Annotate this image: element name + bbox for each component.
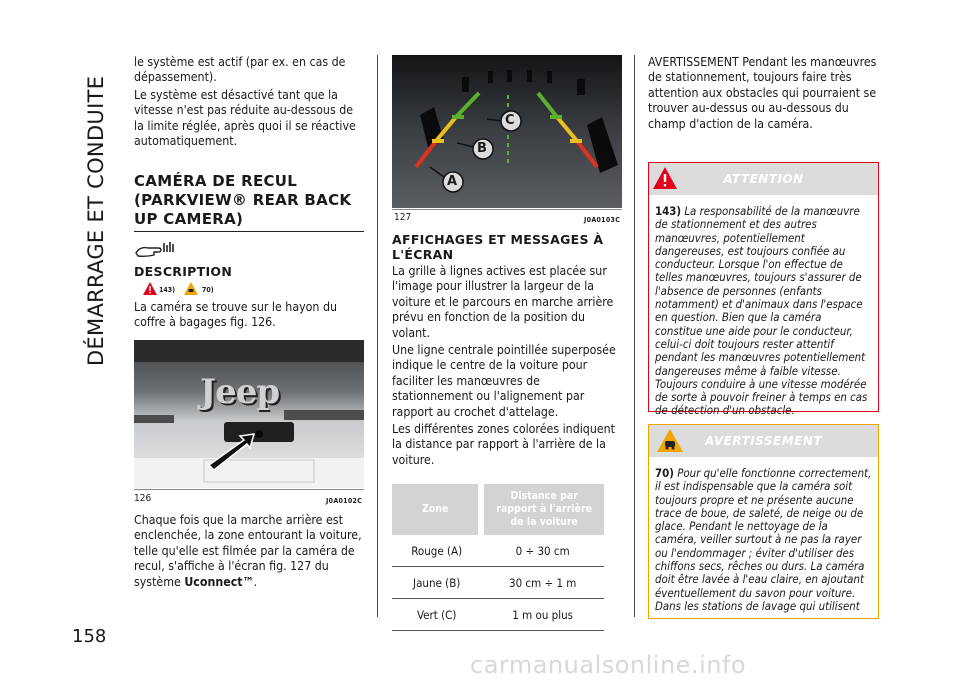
zone-a-callout: A — [447, 174, 458, 189]
caution-intro: AVERTISSEMENT Pendant les manœuvres de stationnement, toujours faire très attention aux obstacles qui pourraient se trouver au-dessus ou au-dessous du champ d'action de la caméra. — [648, 55, 877, 131]
attention-triangle-icon — [653, 167, 677, 189]
hand-pointer-icon — [134, 240, 176, 258]
column-divider-1 — [377, 55, 378, 617]
attention-header — [649, 163, 878, 195]
zone-b-callout: B — [477, 141, 487, 156]
attention-triangle-icon — [143, 282, 157, 295]
column-divider-2 — [634, 55, 635, 617]
warning-triangle-icon — [657, 429, 683, 452]
zone-cell: Jaune (B) — [392, 567, 481, 599]
figure-127-code: J0A0103C — [584, 216, 621, 224]
distance-cell: 1 m ou plus — [481, 599, 604, 631]
section-title: CAMÉRA DE RECUL (PARKVIEW® REAR BACK UP CAMERA) — [134, 172, 352, 228]
table-row — [392, 599, 604, 631]
centerline-paragraph: Une ligne centrale pointillée superposée indique le centre de la voiture pour faciliter les manœuvres de stationnement ou l'alignement par rapport au crochet d'attelage. — [392, 343, 616, 419]
distance-zones-table — [392, 484, 604, 631]
attention-text: La responsabilité de la manœuvre de stationnement et des autres manœuvres, potentiellement dangereuses, est toujours confiée au conducteur. Lorsque l'on effectue de telles manœuvres, toujours s'assurer de l'absence de personnes (enfants notamment) et d'animaux dans l'espace en question. Bien que la caméra constitue une aide pour le conducteur, celui-ci doit toujours rester attentif pendant les manœuvres potentiellement dangereuses même à faible vitesse. Toujours conduire à une vitesse modérée de sorte à pouvoir freiner à temps en cas de détection d'un obstacle. — [655, 204, 868, 418]
figure-127-label: 127 — [394, 212, 412, 223]
column-1 — [134, 55, 366, 151]
table-row — [392, 567, 604, 599]
column-2-text — [392, 264, 624, 470]
jeep-logo: Jeep — [200, 372, 280, 412]
warning-title: AVERTISSEMENT — [704, 434, 823, 448]
display-messages-heading: AFFICHAGES ET MESSAGES À L'ÉCRAN — [392, 232, 604, 262]
warning-triangle-icon — [184, 282, 198, 295]
attention-box — [648, 162, 879, 418]
intro-paragraph-1: le système est actif (par ex. en cas de dépassement). — [134, 55, 346, 85]
figure-126-label: 126 — [134, 493, 152, 504]
warning-box — [648, 424, 879, 619]
attention-body — [649, 195, 878, 418]
watermark: carmanualsonline.info — [470, 651, 747, 679]
chapter-title: DÉMARRAGE ET CONDUITE — [84, 75, 108, 366]
attention-number: 143) — [655, 204, 682, 218]
zone-cell: Vert (C) — [392, 599, 481, 631]
attention-title: ATTENTION — [723, 172, 804, 186]
section-title-rule — [134, 231, 364, 232]
zone-cell: Rouge (A) — [392, 535, 481, 567]
display-paragraph: Chaque fois que la marche arrière est enclenchée, la zone entourant la voiture, telle qu'elle est filmée par la caméra de recul, s'affiche à l'écran fig. 127 du système Uconnect™. — [134, 513, 362, 589]
distance-cell: 30 cm ÷ 1 m — [481, 567, 604, 599]
attention-ref[interactable]: 143) — [159, 286, 176, 294]
grid-paragraph: La grille à lignes actives est placée sur l'image pour illustrer la largeur de la voiture et le parcours en marche arrière prévu en fonction de la position du volant. — [392, 264, 614, 340]
distance-cell: 0 ÷ 30 cm — [481, 535, 604, 567]
figure-126 — [134, 340, 364, 488]
distance-column-header: Distance par rapport à l'arrière de la voiture — [481, 484, 604, 535]
figure-126-code: J0A0102C — [326, 497, 363, 505]
zone-c-callout: C — [505, 113, 515, 128]
warning-text: Pour qu'elle fonctionne correctement, il est indispensable que la caméra soit toujours propre et ne présente aucune trace de boue, de saleté, de neige ou de glace. Pendant le nettoyage de la caméra, veiller surtout à ne pas la rayer ou l'endommager ; éviter d'utiliser des chiffons secs, rêches ou durs. La caméra doit être lavée à l'eau claire, en ajoutant éventuellement du savon pour voiture. Dans les stations de lavage qui utilisent — [655, 466, 872, 613]
warning-ref[interactable]: 70) — [202, 286, 214, 294]
page-number: 158 — [72, 626, 107, 647]
table-row — [392, 535, 604, 567]
safety-refs — [143, 282, 263, 298]
figure-127 — [392, 55, 622, 208]
warning-number: 70) — [655, 466, 674, 480]
intro-paragraph-2: Le système est désactivé tant que la vitesse n'est pas réduite au-dessous de la limite réglée, après quoi il se réactive automatiquement. — [134, 87, 356, 149]
camera-location-text: La caméra se trouve sur le hayon du coffre à bagages fig. 126. — [134, 300, 337, 330]
zone-column-header: Zone — [392, 484, 481, 535]
uconnect-brand: Uconnect™ — [184, 574, 254, 589]
warning-header — [649, 425, 878, 457]
zones-paragraph: Les différentes zones colorées indiquent la distance par rapport à l'arrière de la voiture. — [392, 422, 615, 467]
warning-body — [649, 457, 878, 613]
description-heading: DESCRIPTION — [134, 264, 233, 279]
